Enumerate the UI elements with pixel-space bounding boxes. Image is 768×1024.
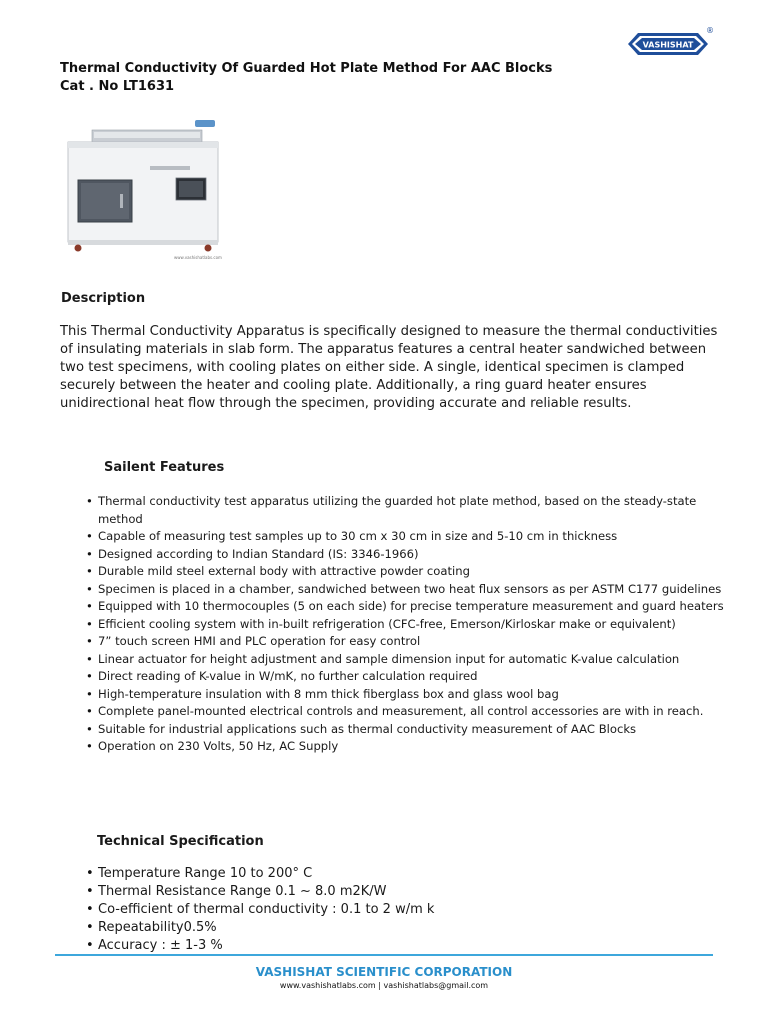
description-heading: Description: [61, 291, 146, 306]
list-item: • Thermal conductivity test apparatus utilizing the guarded hot plate method, based on the steady-state method: [86, 493, 726, 528]
list-item: • 7” touch screen HMI and PLC operation for easy control: [86, 633, 726, 651]
list-item: • Operation on 230 Volts, 50 Hz, AC Supply: [86, 738, 726, 756]
brand-logo: [626, 26, 714, 58]
list-item: • Durable mild steel external body with attractive powder coating: [86, 563, 726, 581]
list-item: • Accuracy : ± 1-3 %: [86, 937, 646, 955]
list-item: • Thermal Resistance Range 0.1 ~ 8.0 m2K/W: [86, 883, 646, 901]
registered-mark: ®: [706, 26, 714, 35]
features-heading: Sailent Features: [104, 460, 225, 475]
product-image: [62, 112, 227, 262]
footer-contact: www.vashishatlabs.com | vashishatlabs@gmail.com: [279, 981, 489, 990]
list-item: • Specimen is placed in a chamber, sandwiched between two heat flux sensors as per ASTM C177 guidelines: [86, 581, 726, 599]
footer-divider: [55, 954, 713, 956]
list-item: • Designed according to Indian Standard (IS: 3346-1966): [86, 546, 726, 564]
list-item: • Temperature Range 10 to 200° C: [86, 865, 646, 883]
list-item: • Suitable for industrial applications such as thermal conductivity measurement of AAC Blocks: [86, 721, 726, 739]
list-item: • Capable of measuring test samples up to 30 cm x 30 cm in size and 5-10 cm in thickness: [86, 528, 726, 546]
product-title: Thermal Conductivity Of Guarded Hot Plate Method For AAC Blocks: [60, 61, 553, 76]
list-item: • Co-efficient of thermal conductivity : 0.1 to 2 w/m k: [86, 901, 646, 919]
list-item: • Complete panel-mounted electrical controls and measurement, all control accessories are with in reach.: [86, 703, 726, 721]
catalog-number: Cat . No LT1631: [60, 79, 175, 94]
description-text: This Thermal Conductivity Apparatus is specifically designed to measure the thermal conductivities of insulating materials in slab form. The apparatus features a central heater sandwiched between two test specimens, with cooling plates on either side. A single, identical specimen is clamped securely between the heater and cooling plate. Additionally, a ring guard heater ensures unidirectional heat flow through the specimen, providing accurate and reliable results.: [60, 324, 718, 411]
specs-heading: Technical Specification: [97, 834, 264, 849]
list-item: • High-temperature insulation with 8 mm thick fiberglass box and glass wool bag: [86, 686, 726, 704]
list-item: • Linear actuator for height adjustment and sample dimension input for automatic K-value calculation: [86, 651, 726, 669]
page-title: [60, 60, 552, 96]
specs-list: [86, 865, 646, 955]
list-item: • Direct reading of K-value in W/mK, no further calculation required: [86, 668, 726, 686]
list-item: • Repeatability0.5%: [86, 919, 646, 937]
list-item: • Equipped with 10 thermocouples (5 on each side) for precise temperature measurement and guard heaters: [86, 598, 726, 616]
image-watermark: www.vashishatlabs.com: [174, 255, 222, 260]
features-list: [86, 493, 726, 756]
logo-text: VASHISHAT: [642, 40, 694, 50]
footer-company: VASHISHAT SCIENTIFIC CORPORATION: [255, 965, 513, 979]
list-item: • Efficient cooling system with in-built refrigeration (CFC-free, Emerson/Kirloskar make or equivalent): [86, 616, 726, 634]
